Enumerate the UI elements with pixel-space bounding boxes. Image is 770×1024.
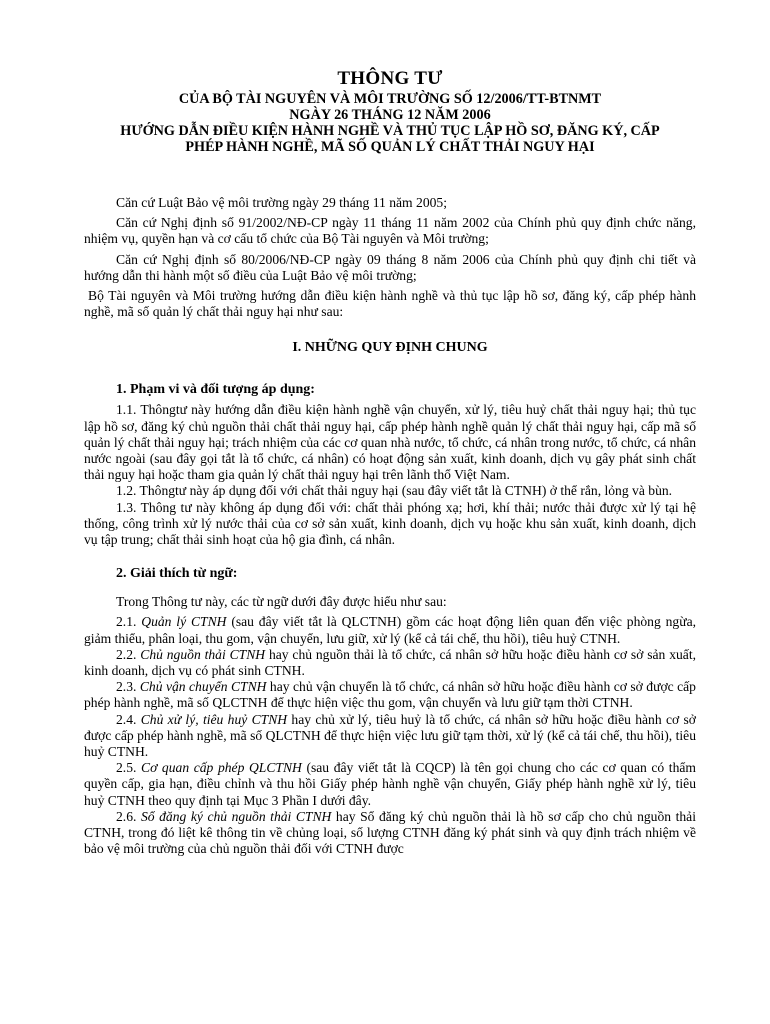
article-heading: 1. Phạm vi và đối tượng áp dụng: [116, 382, 315, 398]
definition-term: Chủ xử lý, tiêu huỷ CTNH [140, 711, 288, 727]
definition-text: hay chủ xử lý, tiêu huỷ là tổ chức, cá nhân sở hữu hoặc điều hành cơ sở được cấp phép hành nghề, mã số QLCTNH để thực hiện việc lưu giữ tạm thời, xử lý (kể cả tái chế, thu hồi), tiêu huỷ CTNH. [84, 711, 696, 760]
definition-number: 2.5. [116, 760, 141, 776]
definition-item [84, 809, 696, 858]
document-subtitle-line: PHÉP HÀNH NGHỀ, MÃ SỐ QUẢN LÝ CHẤT THẢI NGUY HẠI [185, 139, 595, 155]
definition-term: Chủ nguồn thải CTNH [140, 646, 266, 662]
definition-number: 2.1. [116, 614, 142, 630]
article-item: 1.2. Thôngtư này áp dụng đối với chất thải nguy hại (sau đây viết tắt là CTNH) ở thể rắn, lỏng và bùn. [116, 483, 673, 499]
preamble-paragraph: Căn cứ Nghị định số 80/2006/NĐ-CP ngày 09 tháng 8 năm 2006 của Chính phủ quy định chi tiết và hướng dẫn thi hành một số điều của Luật Bảo vệ môi trường; [84, 251, 696, 283]
document-subtitle-line: CỦA BỘ TÀI NGUYÊN VÀ MÔI TRƯỜNG SỐ 12/2006/TT-BTNMT [178, 91, 602, 107]
document-subtitle-line: NGÀY 26 THÁNG 12 NĂM 2006 [289, 107, 491, 123]
definition-item [84, 712, 696, 761]
definition-text: hay Sổ đăng ký chủ nguồn thải là hồ sơ cấp cho chủ nguồn thải CTNH, trong đó liệt kê thông tin về chủng loại, số lượng CTNH đăng ký phát sinh và quy định trách nhiệm về bảo vệ môi trường của chủ nguồn thải đối với CTNH được [84, 808, 696, 857]
article-heading: 2. Giải thích từ ngữ: [116, 566, 238, 582]
definition-text: (sau đây viết tắt là CQCP) là tên gọi chung cho các cơ quan có thẩm quyền cấp, gia hạn, điều chỉnh và thu hồi Giấy phép hành nghề vận chuyển, Giấy phép hành nghề xử lý, tiêu huỷ CTNH theo quy định tại Mục 3 Phần I dưới đây. [84, 760, 696, 808]
definition-term: Cơ quan cấp phép QLCTNH [141, 760, 302, 776]
definition-number: 2.6. [116, 808, 141, 824]
document-page [84, 68, 696, 858]
definition-text: hay chủ vận chuyển là tổ chức, cá nhân sở hữu hoặc điều hành cơ sở được cấp phép hành nghề, mã số QLCTNH để thực hiện việc thu gom, vận chuyển và lưu giữ tạm thời CTNH. [84, 679, 696, 711]
definition-item [84, 760, 696, 809]
definition-item [84, 614, 696, 646]
definition-term: Sổ đăng ký chủ nguồn thải CTNH [140, 808, 332, 824]
preamble-paragraph: Bộ Tài nguyên và Môi trường hướng dẫn điều kiện hành nghề và thủ tục lập hồ sơ, đăng ký, cấp phép hành nghề, mã số quản lý chất thải nguy hại như sau: [84, 288, 696, 320]
definition-number: 2.4. [116, 711, 141, 727]
section-title: I. NHỮNG QUY ĐỊNH CHUNG [292, 340, 488, 356]
preamble-paragraph: Căn cứ Nghị định số 91/2002/NĐ-CP ngày 11 tháng 11 năm 2002 của Chính phủ quy định chức năng, nhiệm vụ, quyền hạn và cơ cấu tổ chức của Bộ Tài nguyên và Môi trường; [84, 215, 696, 247]
definition-number: 2.3. [116, 679, 140, 695]
definition-number: 2.2. [116, 646, 141, 662]
definition-term: Chủ vận chuyển CTNH [139, 679, 267, 695]
document-subtitle-line: HƯỚNG DẪN ĐIỀU KIỆN HÀNH NGHỀ VÀ THỦ TỤC LẬP HỒ SƠ, ĐĂNG KÝ, CẤP [120, 123, 660, 139]
article-item: 1.3. Thông tư này không áp dụng đối với: chất thải phóng xạ; hơi, khí thải; nước thải được xử lý tại hệ thống, công trình xử lý nước thải của cơ sở sản xuất, kinh doanh, dịch vụ hoặc khu sản xuất, kinh doanh, dịch vụ tập trung; chất thải sinh hoạt của hộ gia đình, cá nhân. [84, 499, 696, 548]
preamble-paragraph: Căn cứ Luật Bảo vệ môi trường ngày 29 tháng 11 năm 2005; [116, 195, 447, 210]
definition-text: (sau đây viết tắt là QLCTNH) gồm các hoạt động liên quan đến việc phòng ngừa, giảm thiểu, phân loại, thu gom, vận chuyển, lưu giữ, xử lý (kể cả tái chế, thu hồi), tiêu huỷ CTNH. [84, 614, 696, 646]
document-title: THÔNG TƯ [337, 68, 443, 89]
article-item: 1.1. Thôngtư này hướng dẫn điều kiện hành nghề vận chuyển, xử lý, tiêu huỷ chất thải nguy hại; thủ tục lập hồ sơ, đăng ký chủ nguồn thải chất thải nguy hại, cấp phép hành nghề quản lý chất thải nguy hại, cấp mã số quản lý chất thải nguy hại; trách nhiệm của các cơ quan nhà nước, tổ chức, cá nhân trong nước, tổ chức, cá nhân nước ngoài (sau đây gọi tắt là tổ chức, cá nhân) có hoạt động sản xuất, kinh doanh, dịch vụ gây phát sinh chất thải nguy hại hoặc tham gia quản lý chất thải nguy hại trên lãnh thổ Việt Nam. [84, 402, 696, 483]
definition-item [84, 647, 696, 679]
definitions-intro: Trong Thông tư này, các từ ngữ dưới đây được hiểu như sau: [116, 594, 447, 610]
definition-text: hay chủ nguồn thải là tổ chức, cá nhân sở hữu hoặc điều hành cơ sở sản xuất, kinh doanh, dịch vụ có phát sinh CTNH. [84, 646, 697, 679]
definition-item [84, 679, 696, 711]
definition-term: Quản lý CTNH [141, 614, 227, 630]
